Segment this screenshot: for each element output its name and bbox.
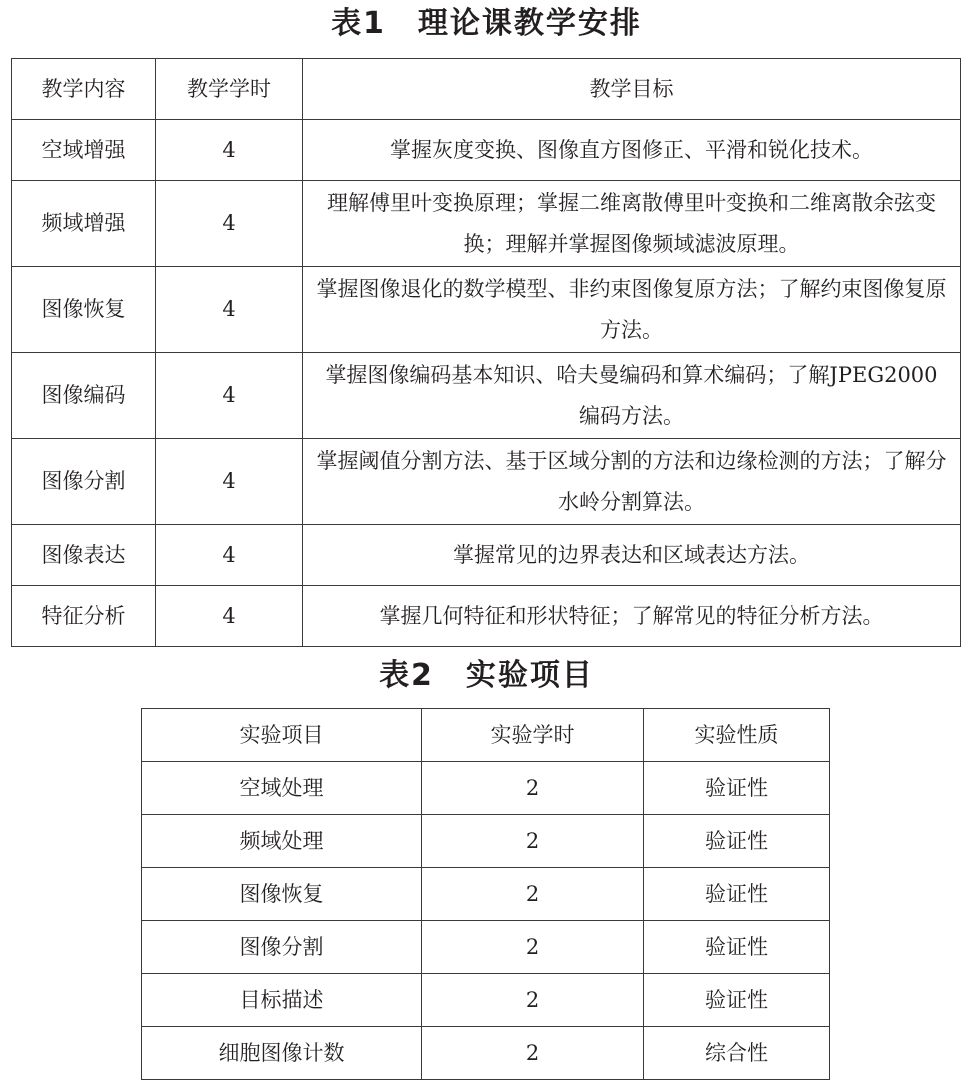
cell-nature: 验证性	[644, 974, 830, 1027]
cell-content: 图像表达	[12, 525, 156, 586]
cell-content: 图像编码	[12, 353, 156, 439]
theory-schedule-table	[11, 58, 961, 647]
table-row	[12, 439, 961, 525]
table-row	[142, 921, 830, 974]
cell-project: 细胞图像计数	[142, 1027, 422, 1080]
cell-hours: 4	[156, 439, 303, 525]
cell-hours: 4	[156, 353, 303, 439]
table-header-row	[12, 59, 961, 120]
table2-title: 表2 实验项目	[379, 658, 594, 693]
cell-objective: 掌握阈值分割方法、基于区域分割的方法和边缘检测的方法；了解分水岭分割算法。	[303, 439, 961, 525]
cell-content: 特征分析	[12, 586, 156, 647]
cell-nature: 综合性	[644, 1027, 830, 1080]
cell-hours: 2	[422, 762, 644, 815]
cell-project: 图像分割	[142, 921, 422, 974]
cell-project: 频域处理	[142, 815, 422, 868]
cell-hours: 4	[156, 267, 303, 353]
header-project: 实验项目	[142, 709, 422, 762]
experiment-projects-table	[141, 708, 830, 1080]
cell-project: 图像恢复	[142, 868, 422, 921]
cell-hours: 4	[156, 525, 303, 586]
header-content: 教学内容	[12, 59, 156, 120]
header-objective: 教学目标	[303, 59, 961, 120]
cell-objective: 掌握常见的边界表达和区域表达方法。	[303, 525, 961, 586]
cell-hours: 4	[156, 181, 303, 267]
table-row	[12, 586, 961, 647]
cell-nature: 验证性	[644, 921, 830, 974]
header-nature: 实验性质	[644, 709, 830, 762]
cell-hours: 4	[156, 586, 303, 647]
cell-nature: 验证性	[644, 868, 830, 921]
cell-objective: 掌握灰度变换、图像直方图修正、平滑和锐化技术。	[303, 120, 961, 181]
table-header-row	[142, 709, 830, 762]
table-row	[142, 974, 830, 1027]
cell-project: 目标描述	[142, 974, 422, 1027]
cell-hours: 4	[156, 120, 303, 181]
cell-content: 图像恢复	[12, 267, 156, 353]
cell-hours: 2	[422, 815, 644, 868]
cell-hours: 2	[422, 974, 644, 1027]
table-row	[12, 181, 961, 267]
table-row	[12, 353, 961, 439]
table-row	[142, 815, 830, 868]
header-hours: 实验学时	[422, 709, 644, 762]
cell-content: 图像分割	[12, 439, 156, 525]
table-row	[12, 120, 961, 181]
cell-objective: 掌握图像编码基本知识、哈夫曼编码和算术编码；了解JPEG2000编码方法。	[303, 353, 961, 439]
cell-nature: 验证性	[644, 762, 830, 815]
cell-objective: 理解傅里叶变换原理；掌握二维离散傅里叶变换和二维离散余弦变换；理解并掌握图像频域滤波原理。	[303, 181, 961, 267]
table1-title: 表1 理论课教学安排	[331, 6, 642, 41]
cell-content: 空域增强	[12, 120, 156, 181]
cell-objective: 掌握几何特征和形状特征；了解常见的特征分析方法。	[303, 586, 961, 647]
table-row	[142, 1027, 830, 1080]
table-row	[12, 525, 961, 586]
cell-content: 频域增强	[12, 181, 156, 267]
cell-nature: 验证性	[644, 815, 830, 868]
cell-project: 空域处理	[142, 762, 422, 815]
table-row	[142, 762, 830, 815]
cell-hours: 2	[422, 921, 644, 974]
cell-objective: 掌握图像退化的数学模型、非约束图像复原方法；了解约束图像复原方法。	[303, 267, 961, 353]
table-row	[142, 868, 830, 921]
cell-hours: 2	[422, 868, 644, 921]
header-hours: 教学学时	[156, 59, 303, 120]
table-row	[12, 267, 961, 353]
cell-hours: 2	[422, 1027, 644, 1080]
